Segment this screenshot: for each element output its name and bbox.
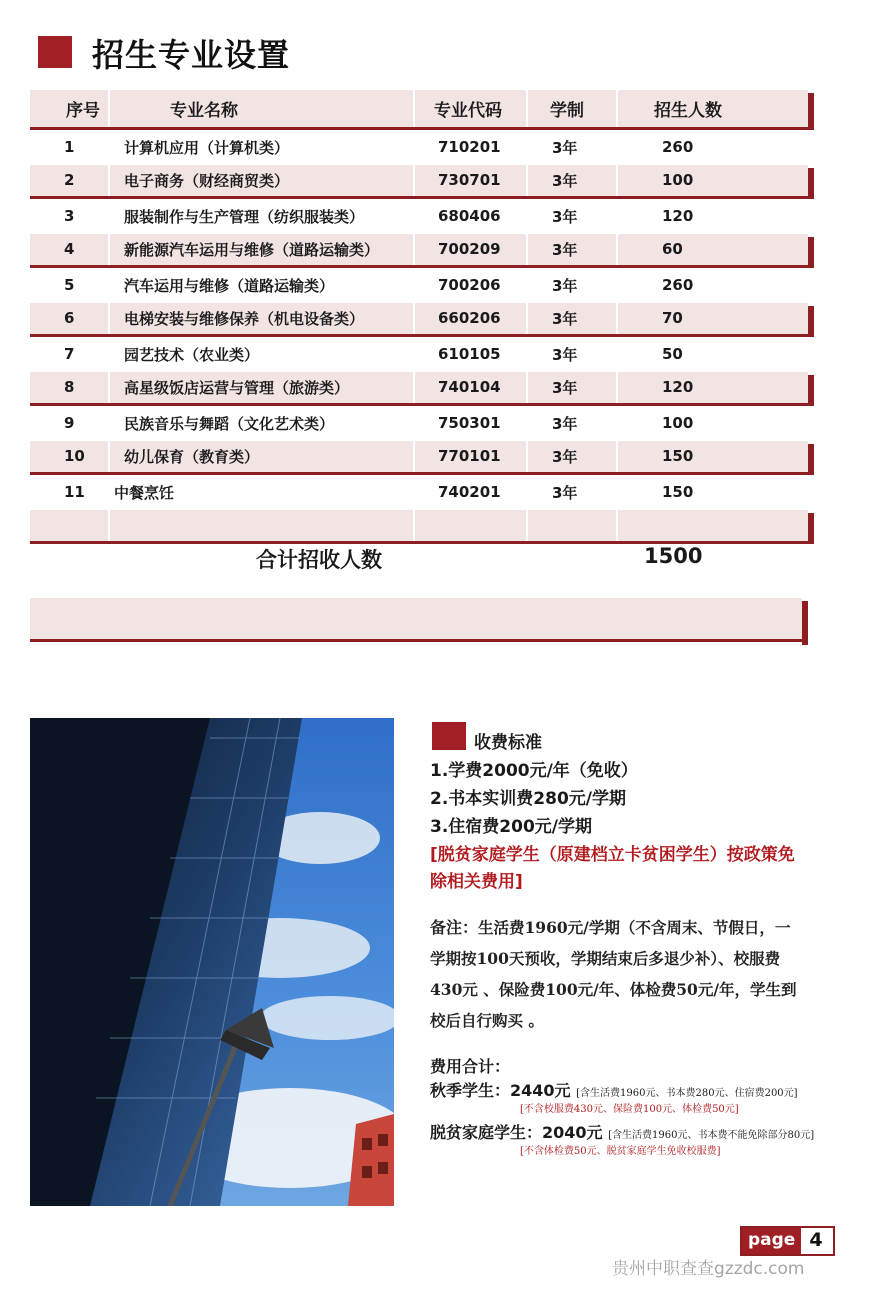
policy-note-line1: [脱贫家庭学生（原建档立卡贫困学生）按政策免 (430, 845, 795, 865)
table-header-row (30, 90, 808, 130)
row-count: 260 (662, 276, 694, 295)
row-name: 新能源汽车运用与维修（道路运输类） (124, 240, 380, 259)
page-word: page (742, 1228, 801, 1254)
row-count: 70 (662, 309, 683, 328)
row-code: 680406 (438, 207, 501, 226)
fee-item-tuition: 1.学费2000元/年（免收） (430, 761, 638, 781)
row-name: 中餐烹饪 (114, 483, 175, 502)
row-length: 3年 (552, 483, 578, 502)
row-name: 汽车运用与维修（道路运输类） (124, 276, 335, 295)
table-row (30, 303, 808, 338)
summary-title: 费用合计： (430, 1057, 511, 1076)
table-row (30, 406, 808, 441)
row-count: 100 (662, 414, 694, 433)
row-count: 100 (662, 171, 694, 190)
row-length: 3年 (552, 414, 578, 433)
poverty-exclude-note: [不含体检费50元、脱贫家庭学生免收校服费] (520, 1146, 721, 1157)
row-count: 150 (662, 483, 694, 502)
row-length: 3年 (552, 171, 578, 190)
total-label: 合计招收人数 (256, 548, 382, 572)
remark-block (430, 912, 850, 1036)
table-row (30, 475, 808, 510)
row-name: 民族音乐与舞蹈（文化艺术类） (124, 414, 335, 433)
row-count: 60 (662, 240, 683, 259)
poverty-total-line (430, 1120, 814, 1143)
remark-line4: 校后自行购买 。 (430, 1011, 544, 1030)
row-no: 6 (64, 309, 75, 328)
total-value: 1500 (644, 544, 703, 568)
title-marker-square (38, 36, 72, 68)
fee-item-dorm: 3.住宿费200元/学期 (430, 817, 592, 837)
page-number: 4 (809, 1229, 823, 1251)
row-code: 740201 (438, 483, 501, 502)
major-table (30, 90, 808, 544)
fee-marker-square (432, 722, 466, 750)
row-length: 3年 (552, 276, 578, 295)
autumn-detail: [含生活费1960元、书本费280元、住宿费200元] (576, 1088, 798, 1099)
table-row (30, 268, 808, 303)
row-count: 50 (662, 345, 683, 364)
fee-item-books: 2.书本实训费280元/学期 (430, 789, 626, 809)
row-no: 8 (64, 378, 75, 397)
table-row (30, 165, 808, 200)
row-length: 3年 (552, 207, 578, 226)
row-name: 服装制作与生产管理（纺织服装类） (124, 207, 365, 226)
header-length: 学制 (550, 101, 584, 121)
autumn-exclude-note: [不含校服费430元、保险费100元、体检费50元] (520, 1104, 739, 1115)
table-row (30, 199, 808, 234)
table-row (30, 130, 808, 165)
row-name: 高星级饭店运营与管理（旅游类） (124, 378, 350, 397)
row-no: 7 (64, 345, 75, 364)
header-code: 专业代码 (434, 101, 502, 121)
row-count: 120 (662, 378, 694, 397)
row-code: 750301 (438, 414, 501, 433)
row-no: 5 (64, 276, 75, 295)
row-length: 3年 (552, 240, 578, 259)
page-badge (740, 1226, 835, 1256)
remark-line3: 430元 、保险费100元/年、体检费50元/年，学生到 (430, 980, 797, 999)
table-row (30, 441, 808, 476)
row-code: 740104 (438, 378, 501, 397)
row-code: 700209 (438, 240, 501, 259)
row-count: 150 (662, 447, 694, 466)
row-name: 园艺技术（农业类） (124, 345, 260, 364)
table-row (30, 234, 808, 269)
remark-label: 备注： (430, 918, 479, 937)
header-count: 招生人数 (654, 101, 722, 121)
table-row (30, 372, 808, 407)
row-name: 电子商务（财经商贸类） (124, 171, 290, 190)
row-length: 3年 (552, 378, 578, 397)
row-length: 3年 (552, 138, 578, 157)
total-row (30, 542, 808, 574)
row-code: 700206 (438, 276, 501, 295)
row-length: 3年 (552, 345, 578, 364)
header-no: 序号 (66, 101, 100, 121)
autumn-label: 秋季学生： (430, 1081, 511, 1100)
building-photo (30, 718, 394, 1206)
table-row (30, 337, 808, 372)
row-count: 260 (662, 138, 694, 157)
remark-line2: 学期按100天预收，学期结束后多退少补）、校服费 (430, 949, 781, 968)
row-no: 3 (64, 207, 75, 226)
poverty-label: 脱贫家庭学生： (430, 1123, 543, 1142)
poverty-detail: [含生活费1960元、书本费不能免除部分80元] (608, 1130, 815, 1141)
poverty-amount: 2040元 (542, 1123, 603, 1142)
row-no: 9 (64, 414, 75, 433)
row-code: 730701 (438, 171, 501, 190)
row-code: 660206 (438, 309, 501, 328)
row-code: 610105 (438, 345, 501, 364)
row-no: 1 (64, 138, 75, 157)
page-title: 招生专业设置 (92, 36, 291, 74)
row-no: 10 (64, 447, 85, 466)
remark-line1: 生活费1960元/学期（不含周末、节假日，一 (478, 918, 791, 937)
row-no: 4 (64, 240, 75, 259)
row-code: 770101 (438, 447, 501, 466)
fee-title: 收费标准 (474, 733, 542, 753)
row-name: 幼儿保育（教育类） (124, 447, 260, 466)
row-length: 3年 (552, 447, 578, 466)
row-no: 2 (64, 171, 75, 190)
row-no: 11 (64, 483, 85, 502)
watermark: 贵州中职查查gzzdc.com (612, 1259, 805, 1279)
autumn-total-line (430, 1078, 798, 1101)
autumn-amount: 2440元 (510, 1081, 571, 1100)
row-count: 120 (662, 207, 694, 226)
row-code: 710201 (438, 138, 501, 157)
header-name: 专业名称 (170, 101, 238, 121)
row-name: 计算机应用（计算机类） (124, 138, 290, 157)
decorative-band (30, 598, 802, 642)
row-length: 3年 (552, 309, 578, 328)
table-empty-row (30, 510, 808, 545)
row-name: 电梯安装与维修保养（机电设备类） (124, 309, 365, 328)
policy-note-line2: 除相关费用] (430, 872, 523, 892)
